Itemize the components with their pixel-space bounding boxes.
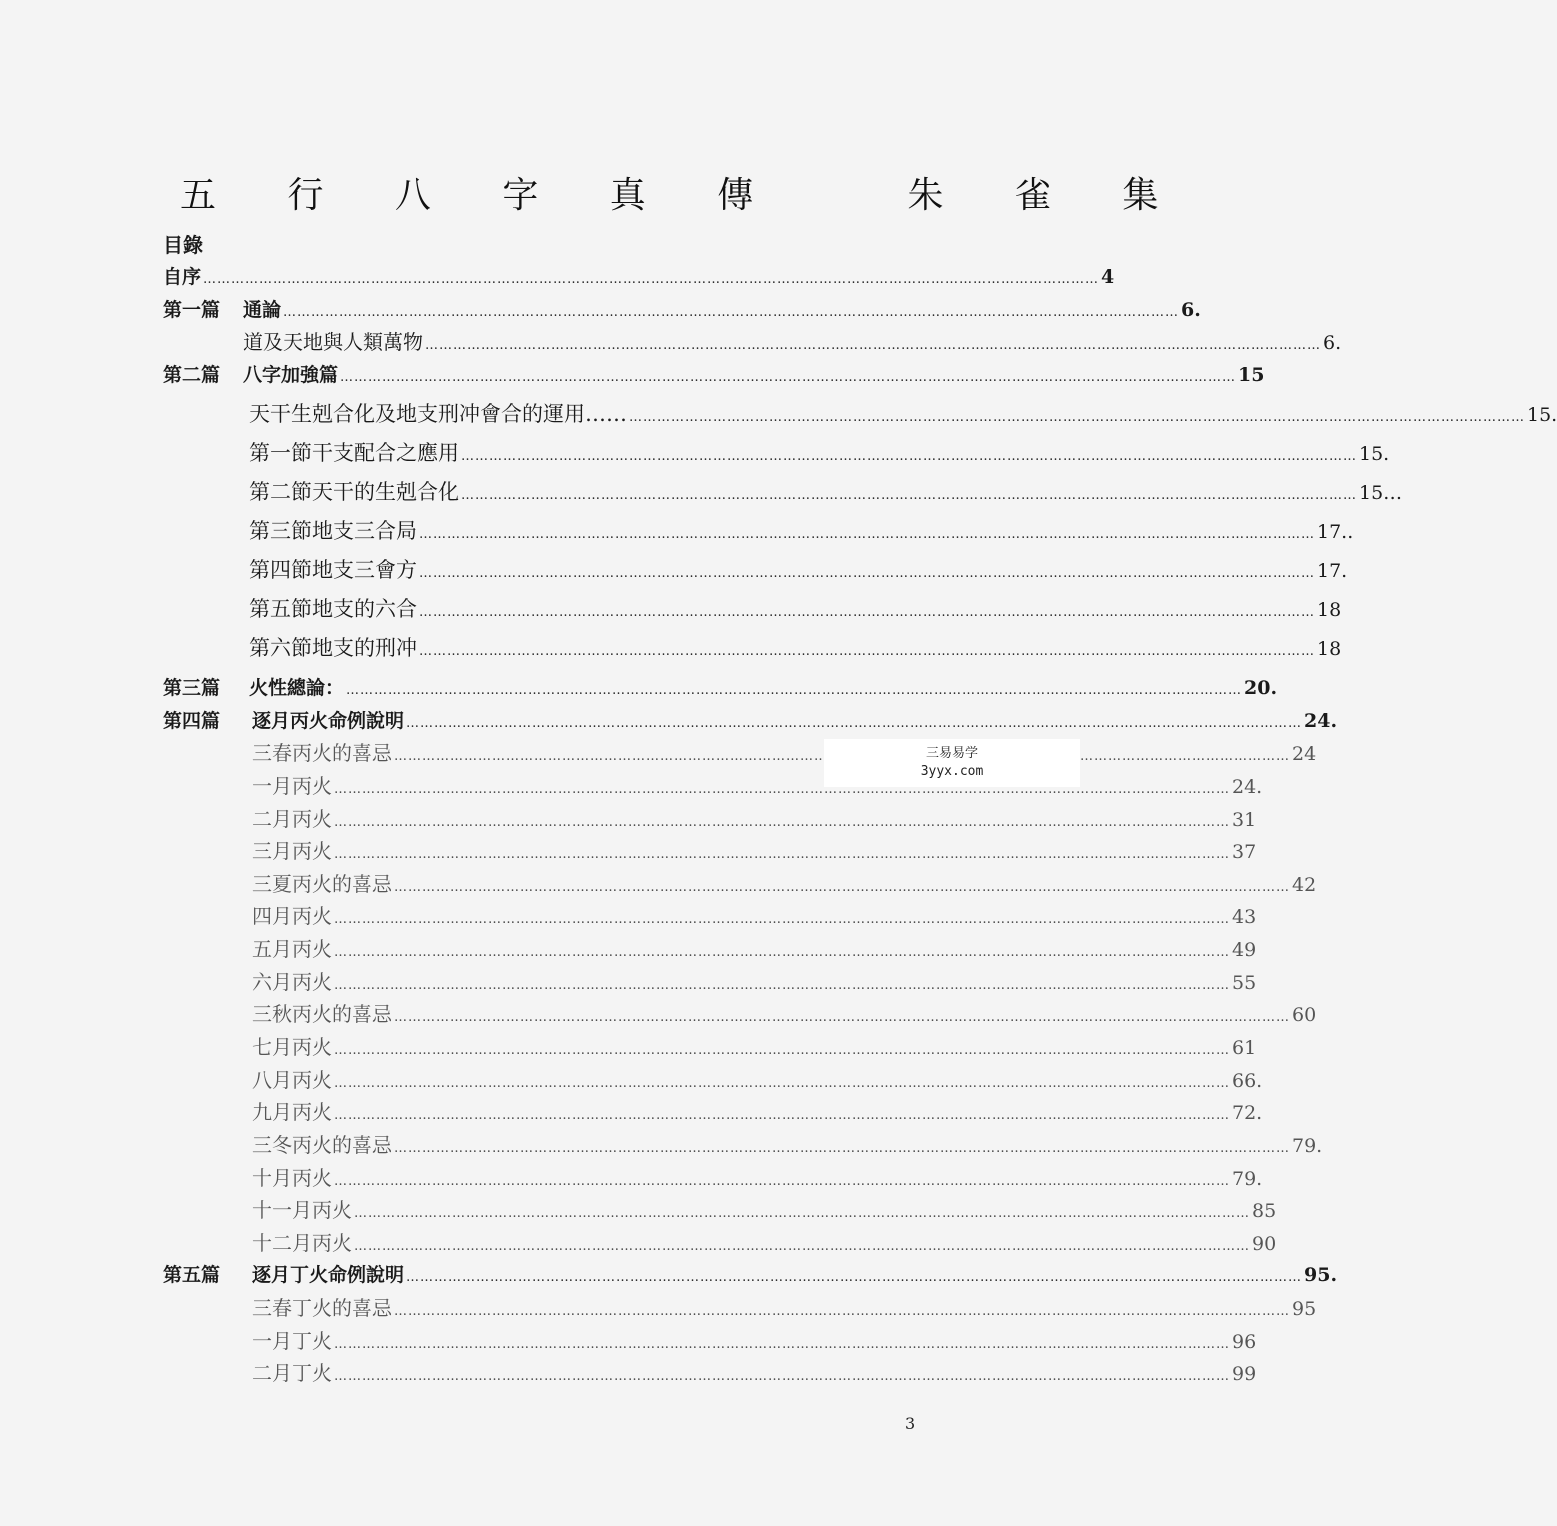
watermark-url: 3yyx.com: [920, 764, 984, 779]
toc-entry-label: 六月丙火: [252, 970, 332, 994]
toc-entry-page: 43: [1232, 906, 1257, 928]
toc-entry[interactable]: [252, 967, 1257, 997]
toc-entry-label: 十月丙火: [252, 1166, 332, 1190]
dot-leader: [425, 331, 1321, 361]
dot-leader: [203, 265, 1099, 295]
toc-entry-page: 79.: [1232, 1168, 1263, 1190]
toc-entry-label: 逐月丙火命例說明: [252, 710, 405, 732]
dot-leader: [419, 559, 1315, 589]
part-label: 第五篇: [163, 1264, 221, 1286]
toc-entry-label: 第三節地支三合局: [249, 519, 417, 543]
toc-entry-label: 天干生剋合化及地支刑冲會合的運用……: [249, 402, 627, 426]
toc-entry-label: 三夏丙火的喜忌: [252, 872, 392, 896]
toc-entry-page: 42: [1292, 874, 1317, 896]
toc-entry-label: 三秋丙火的喜忌: [252, 1002, 392, 1026]
toc-entry-page: 31: [1232, 809, 1257, 831]
part-label: 第三篇: [163, 677, 221, 699]
toc-entry-page: 95: [1292, 1298, 1317, 1320]
dot-leader: [354, 1232, 1250, 1262]
toc-entry[interactable]: [249, 516, 1354, 546]
toc-entry[interactable]: [252, 1097, 1263, 1127]
toc-entry-page: 17..: [1317, 521, 1354, 543]
document-title: 五 行 八 字 真 傳 朱 雀 集: [180, 175, 1189, 216]
toc-entry-page: 66.: [1232, 1070, 1263, 1092]
toc-entry-label: 火性總論：: [249, 677, 345, 699]
dot-leader: [461, 481, 1357, 511]
toc-entry[interactable]: [252, 901, 1257, 931]
toc-entry-page: 18: [1317, 638, 1342, 660]
toc-entry-page: 85: [1252, 1200, 1277, 1222]
toc-entry-page: 15.: [1359, 443, 1390, 465]
toc-entry[interactable]: [249, 477, 1403, 507]
toc-entry-label: 七月丙火: [252, 1035, 332, 1059]
toc-entry[interactable]: [249, 399, 1557, 429]
toc-entry-label: 第四節地支三會方: [249, 558, 417, 582]
toc-entry-page: 61: [1232, 1037, 1257, 1059]
dot-leader: [334, 1036, 1230, 1066]
toc-entry-label: 三春丁火的喜忌: [252, 1296, 392, 1320]
dot-leader: [334, 1101, 1230, 1131]
toc-entry[interactable]: [252, 706, 1338, 736]
dot-leader: [354, 1199, 1250, 1229]
toc-entry[interactable]: [163, 262, 1115, 292]
dot-leader: [394, 1003, 1290, 1033]
toc-entry-page: 95.: [1304, 1264, 1338, 1286]
toc-entry[interactable]: [252, 1228, 1277, 1258]
toc-entry-page: 15.: [1527, 404, 1557, 426]
toc-entry-label: 十二月丙火: [252, 1231, 352, 1255]
toc-entry[interactable]: [243, 360, 1265, 390]
dot-leader: [629, 403, 1525, 433]
dot-leader: [394, 1297, 1290, 1327]
toc-entry-page: 37: [1232, 841, 1257, 863]
dot-leader: [334, 775, 1230, 805]
toc-entry[interactable]: [252, 934, 1257, 964]
toc-entry[interactable]: [243, 327, 1342, 357]
toc-entry-page: 96: [1232, 1331, 1257, 1353]
toc-entry[interactable]: [252, 1293, 1317, 1323]
toc-entry[interactable]: [252, 804, 1257, 834]
toc-entry-page: 24: [1292, 743, 1317, 765]
dot-leader: [340, 363, 1236, 393]
part-label: 第一篇: [163, 299, 221, 321]
dot-leader: [346, 676, 1242, 706]
toc-entry-page: 20.: [1244, 677, 1278, 699]
toc-entry[interactable]: [252, 1358, 1257, 1388]
toc-entry-page: 24.: [1304, 710, 1338, 732]
dot-leader: [334, 971, 1230, 1001]
dot-leader: [461, 442, 1357, 472]
toc-entry-page: 17.: [1317, 560, 1348, 582]
toc-entry-label: 自序: [163, 266, 202, 288]
watermark-name: 三易易学: [925, 746, 978, 761]
toc-entry-label: 十一月丙火: [252, 1198, 352, 1222]
toc-entry-label: 通論: [243, 299, 282, 321]
dot-leader: [334, 938, 1230, 968]
toc-entry-label: 二月丙火: [252, 807, 332, 831]
toc-entry-label: 逐月丁火命例說明: [252, 1264, 405, 1286]
toc-entry[interactable]: [252, 1130, 1323, 1160]
contents-heading: 目錄: [163, 233, 203, 257]
toc-entry[interactable]: [252, 1195, 1277, 1225]
toc-entry-label: 五月丙火: [252, 937, 332, 961]
toc-entry-label: 一月丁火: [252, 1329, 332, 1353]
dot-leader: [406, 709, 1302, 739]
toc-entry-label: 三月丙火: [252, 839, 332, 863]
dot-leader: [406, 1263, 1302, 1293]
toc-entry-label: 八字加強篇: [243, 364, 339, 386]
toc-entry[interactable]: [252, 1163, 1263, 1193]
toc-entry-page: 6.: [1323, 332, 1342, 354]
dot-leader: [394, 1134, 1290, 1164]
toc-entry[interactable]: [249, 594, 1342, 624]
dot-leader: [419, 598, 1315, 628]
toc-entry-page: 15: [1238, 364, 1265, 386]
part-label: 第四篇: [163, 710, 221, 732]
dot-leader: [334, 1069, 1230, 1099]
toc-entry-label: 第一節干支配合之應用: [249, 441, 459, 465]
watermark: [824, 739, 1080, 787]
toc-entry-label: 二月丁火: [252, 1361, 332, 1385]
toc-entry-page: 60: [1292, 1004, 1317, 1026]
toc-entry-label: 第二節天干的生剋合化: [249, 480, 459, 504]
dot-leader: [334, 1330, 1230, 1360]
toc-entry-page: 6.: [1181, 299, 1201, 321]
dot-leader: [334, 840, 1230, 870]
toc-entry[interactable]: [249, 555, 1348, 585]
toc-entry-page: 24.: [1232, 776, 1263, 798]
toc-entry[interactable]: [249, 633, 1342, 663]
toc-entry-label: 第五節地支的六合: [249, 597, 417, 621]
dot-leader: [283, 298, 1179, 328]
toc-entry-page: 49: [1232, 939, 1257, 961]
toc-entry[interactable]: [252, 836, 1257, 866]
toc-entry[interactable]: [252, 1260, 1338, 1290]
dot-leader: [334, 1362, 1230, 1392]
toc-entry[interactable]: [252, 869, 1317, 899]
toc-entry[interactable]: [249, 673, 1278, 703]
toc-entry-page: 18: [1317, 599, 1342, 621]
part-label: 第二篇: [163, 364, 221, 386]
toc-entry-label: 四月丙火: [252, 904, 332, 928]
toc-entry[interactable]: [243, 295, 1201, 325]
toc-entry-label: 八月丙火: [252, 1068, 332, 1092]
toc-entry-page: 99: [1232, 1363, 1257, 1385]
toc-entry[interactable]: [252, 1326, 1257, 1356]
dot-leader: [419, 637, 1315, 667]
toc-entry-label: 九月丙火: [252, 1100, 332, 1124]
toc-entry-page: 4: [1101, 266, 1115, 288]
toc-entry[interactable]: [249, 438, 1390, 468]
toc-entry[interactable]: [252, 1032, 1257, 1062]
toc-entry-page: 15…: [1359, 482, 1403, 504]
dot-leader: [334, 1167, 1230, 1197]
dot-leader: [419, 520, 1315, 550]
toc-entry-label: 第六節地支的刑冲: [249, 636, 417, 660]
toc-entry-page: 72.: [1232, 1102, 1263, 1124]
toc-entry[interactable]: [252, 1065, 1263, 1095]
toc-entry-page: 79.: [1292, 1135, 1323, 1157]
dot-leader: [394, 873, 1290, 903]
page-number: 3: [905, 1414, 916, 1433]
toc-entry-label: 一月丙火: [252, 774, 332, 798]
toc-entry-page: 90: [1252, 1233, 1277, 1255]
toc-entry-label: 三冬丙火的喜忌: [252, 1133, 392, 1157]
toc-entry[interactable]: [252, 999, 1317, 1029]
toc-entry-label: 道及天地與人類萬物: [243, 330, 423, 354]
dot-leader: [334, 905, 1230, 935]
dot-leader: [334, 808, 1230, 838]
toc-entry-label: 三春丙火的喜忌: [252, 741, 392, 765]
toc-entry-page: 55: [1232, 972, 1257, 994]
